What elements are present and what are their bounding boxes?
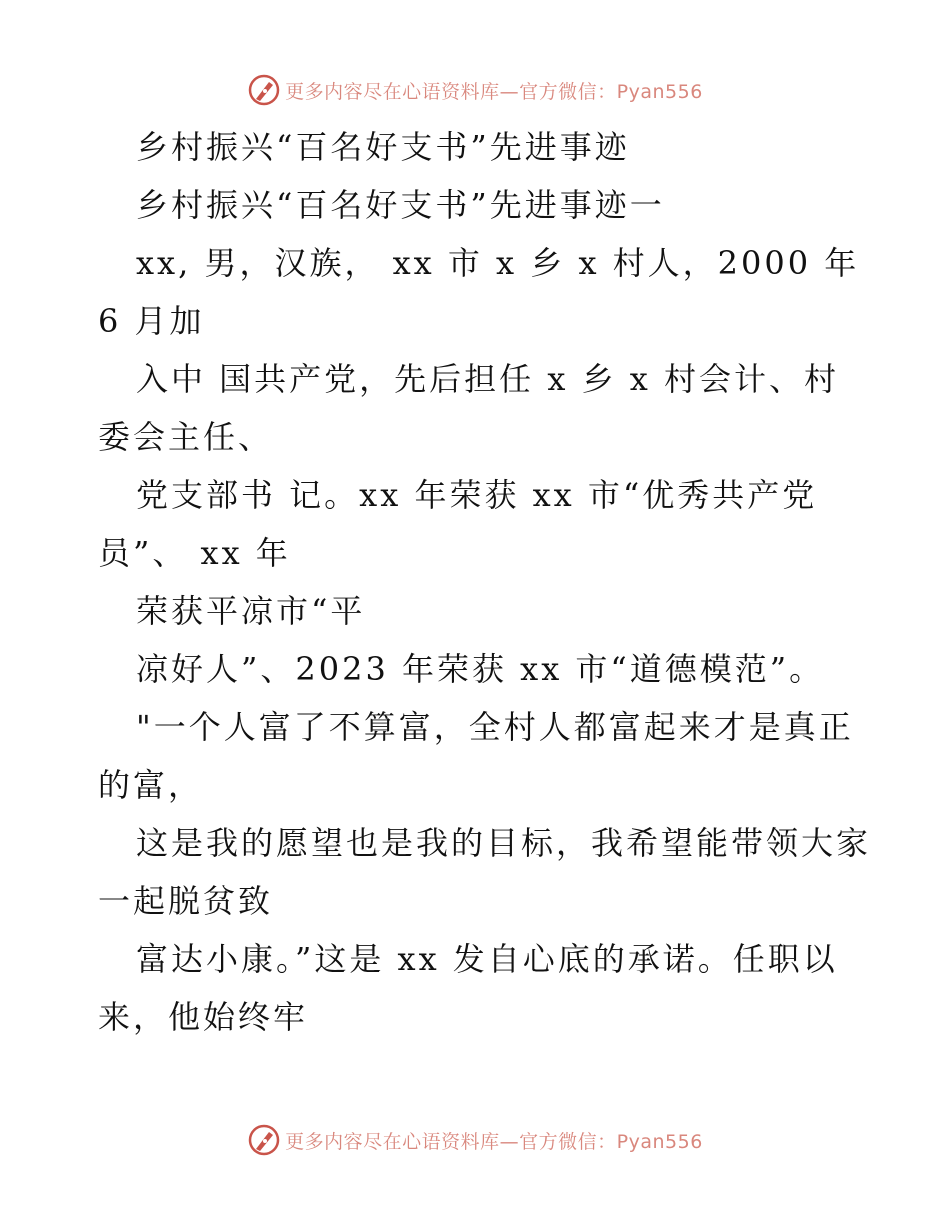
header-watermark-text: 更多内容尽在心语资料库—官方微信：Pyan556 <box>285 80 703 103</box>
doc-line-11: "一个人富了不算富，全村人都富起来才是真正 <box>136 708 854 746</box>
doc-line-2: 乡村振兴“百名好支书”先进事迹一 <box>136 186 665 224</box>
doc-line-3: xx, 男，汉族， xx 市 x 乡 x 村人，2000 年 <box>136 244 860 282</box>
doc-line-5: 入中 国共产党，先后担任 x 乡 x 村会计、村 <box>136 360 839 398</box>
doc-line-10: 凉好人”、2023 年荣获 xx 市“道德模范”。 <box>136 650 825 688</box>
pen-nib-logo-icon <box>247 1123 281 1157</box>
doc-line-9: 荣获平凉市“平 <box>136 592 366 630</box>
pen-nib-logo-icon <box>247 73 281 107</box>
doc-line-4: 6 月加 <box>98 302 205 340</box>
doc-line-13: 这是我的愿望也是我的目标，我希望能带领大家 <box>136 824 872 862</box>
doc-line-6: 委会主任、 <box>98 418 274 456</box>
doc-line-14: 一起脱贫致 <box>98 882 274 920</box>
doc-line-15: 富达小康。”这是 xx 发自心底的承诺。任职以 <box>136 940 838 978</box>
header-watermark <box>0 70 950 110</box>
doc-line-12: 的富， <box>98 766 204 804</box>
footer-watermark <box>0 1120 950 1160</box>
doc-line-8: 员”、 xx 年 <box>98 534 291 572</box>
doc-line-16: 来，他始终牢 <box>98 998 309 1036</box>
doc-line-1: 乡村振兴“百名好支书”先进事迹 <box>136 128 630 166</box>
document-body <box>98 118 872 1046</box>
doc-line-7: 党支部书 记。xx 年荣获 xx 市“优秀共产党 <box>136 476 818 514</box>
footer-watermark-text: 更多内容尽在心语资料库—官方微信：Pyan556 <box>285 1130 703 1153</box>
